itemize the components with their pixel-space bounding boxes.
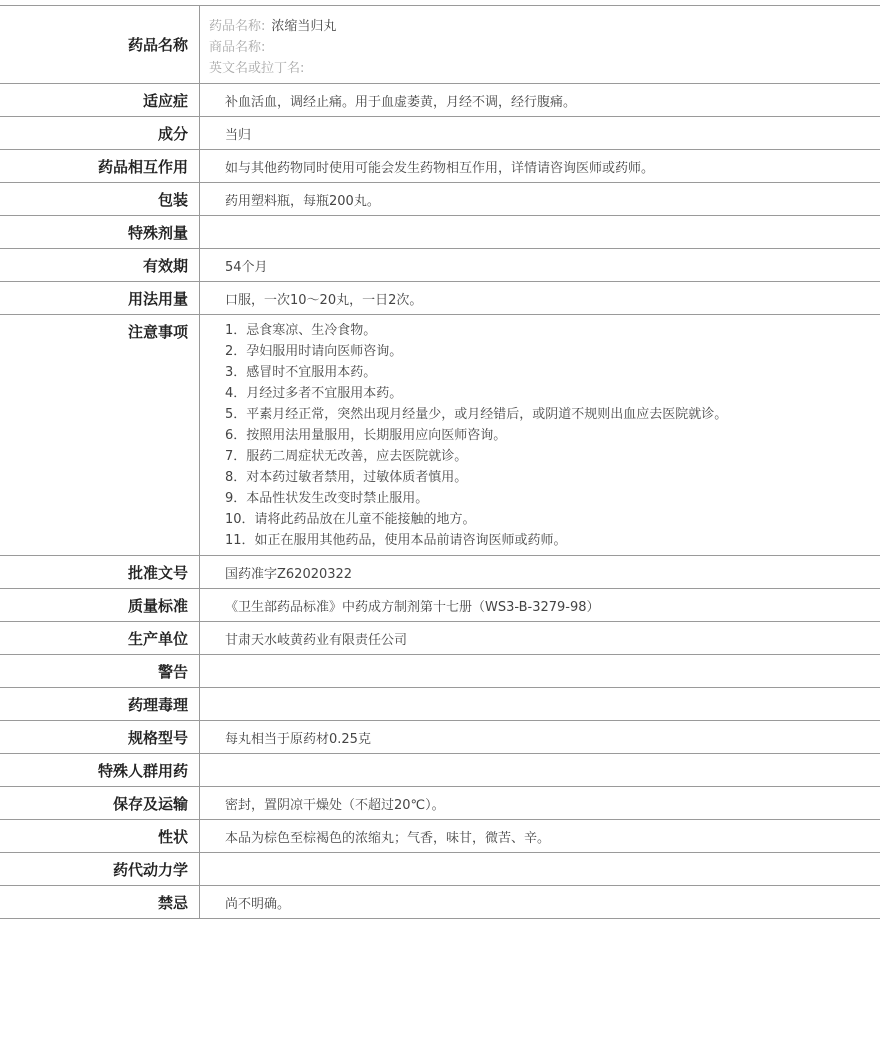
list-item: 5．平素月经正常，突然出现月经量少，或月经错后，或阴道不规则出血应去医院就诊。 <box>225 407 728 422</box>
row-label: 注意事项 <box>0 315 200 555</box>
row-manufacturer <box>0 622 880 655</box>
row-approval-number <box>0 556 880 589</box>
row-value <box>200 688 880 720</box>
row-pharmacokinetics <box>0 853 880 886</box>
list-item: 1．忌食寒凉、生冷食物。 <box>225 323 377 338</box>
list-item: 11．如正在服用其他药品，使用本品前请咨询医师或药师。 <box>225 533 567 548</box>
row-value: 口服，一次10～20丸，一日2次。 <box>225 292 423 308</box>
row-value: 本品为棕色至棕褐色的浓缩丸；气香，味甘，微苦、辛。 <box>225 830 551 846</box>
generic-name-value: 浓缩当归丸 <box>271 19 337 34</box>
row-ingredients <box>0 117 880 150</box>
row-label: 特殊剂量 <box>0 216 200 248</box>
row-label: 保存及运输 <box>0 787 200 819</box>
row-value: 药用塑料瓶，每瓶200丸。 <box>225 193 380 209</box>
row-label: 成分 <box>0 117 200 149</box>
row-drug-name <box>0 6 880 84</box>
row-storage <box>0 787 880 820</box>
row-value <box>200 853 880 885</box>
row-label: 性状 <box>0 820 200 852</box>
list-item: 10．请将此药品放在儿童不能接触的地方。 <box>225 512 476 527</box>
row-label: 用法用量 <box>0 282 200 314</box>
row-label: 规格型号 <box>0 721 200 753</box>
list-item: 4．月经过多者不宜服用本药。 <box>225 386 403 401</box>
row-special-populations <box>0 754 880 787</box>
generic-name-key: 药品名称: <box>209 19 266 34</box>
row-label: 质量标准 <box>0 589 200 621</box>
row-value: 密封，置阴凉干燥处（不超过20℃）。 <box>225 797 445 813</box>
row-quality-standard <box>0 589 880 622</box>
row-label: 禁忌 <box>0 886 200 918</box>
row-label: 批准文号 <box>0 556 200 588</box>
row-description <box>0 820 880 853</box>
row-value: 《卫生部药品标准》中药成方制剂第十七册（WS3-B-3279-98） <box>225 599 600 615</box>
english-name-key: 英文名或拉丁名: <box>209 61 305 76</box>
row-label: 包装 <box>0 183 200 215</box>
row-value: 补血活血，调经止痛。用于血虚萎黄，月经不调，经行腹痛。 <box>225 94 577 110</box>
row-precautions <box>0 315 880 556</box>
drug-info-table <box>0 5 880 919</box>
row-label: 药理毒理 <box>0 688 200 720</box>
row-drug-interactions <box>0 150 880 183</box>
row-label: 药代动力学 <box>0 853 200 885</box>
trade-name-key: 商品名称: <box>209 40 266 55</box>
row-value: 甘肃天水岐黄药业有限责任公司 <box>225 632 408 648</box>
trade-name-line <box>209 37 880 58</box>
row-shelf-life <box>0 249 880 282</box>
row-label: 特殊人群用药 <box>0 754 200 786</box>
precautions-list <box>200 315 880 555</box>
row-contraindications <box>0 886 880 919</box>
name-block <box>200 6 880 83</box>
row-specification <box>0 721 880 754</box>
row-value <box>200 655 880 687</box>
row-label: 生产单位 <box>0 622 200 654</box>
row-value: 当归 <box>225 127 252 143</box>
list-item: 8．对本药过敏者禁用，过敏体质者慎用。 <box>225 470 468 485</box>
row-label: 药品名称 <box>0 6 200 83</box>
list-item: 2．孕妇服用时请向医师咨询。 <box>225 344 403 359</box>
generic-name-line <box>209 16 880 37</box>
row-label: 有效期 <box>0 249 200 281</box>
row-value: 如与其他药物同时使用可能会发生药物相互作用，详情请咨询医师或药师。 <box>225 160 655 176</box>
row-pharmacology <box>0 688 880 721</box>
row-value <box>200 754 880 786</box>
row-special-dosage <box>0 216 880 249</box>
row-label: 药品相互作用 <box>0 150 200 182</box>
row-label: 适应症 <box>0 84 200 116</box>
list-item: 9．本品性状发生改变时禁止服用。 <box>225 491 429 506</box>
row-warning <box>0 655 880 688</box>
row-value <box>200 216 880 248</box>
row-value: 国药准字Z62020322 <box>225 566 353 582</box>
row-value: 每丸相当于原药材0.25克 <box>225 731 371 747</box>
row-dosage <box>0 282 880 315</box>
list-item: 6．按照用法用量服用，长期服用应向医师咨询。 <box>225 428 507 443</box>
row-value: 54个月 <box>225 259 268 275</box>
row-packaging <box>0 183 880 216</box>
list-item: 3．感冒时不宜服用本药。 <box>225 365 377 380</box>
list-item: 7．服药二周症状无改善，应去医院就诊。 <box>225 449 468 464</box>
english-name-line <box>209 58 880 79</box>
row-label: 警告 <box>0 655 200 687</box>
row-value: 尚不明确。 <box>225 896 291 912</box>
row-indications <box>0 84 880 117</box>
